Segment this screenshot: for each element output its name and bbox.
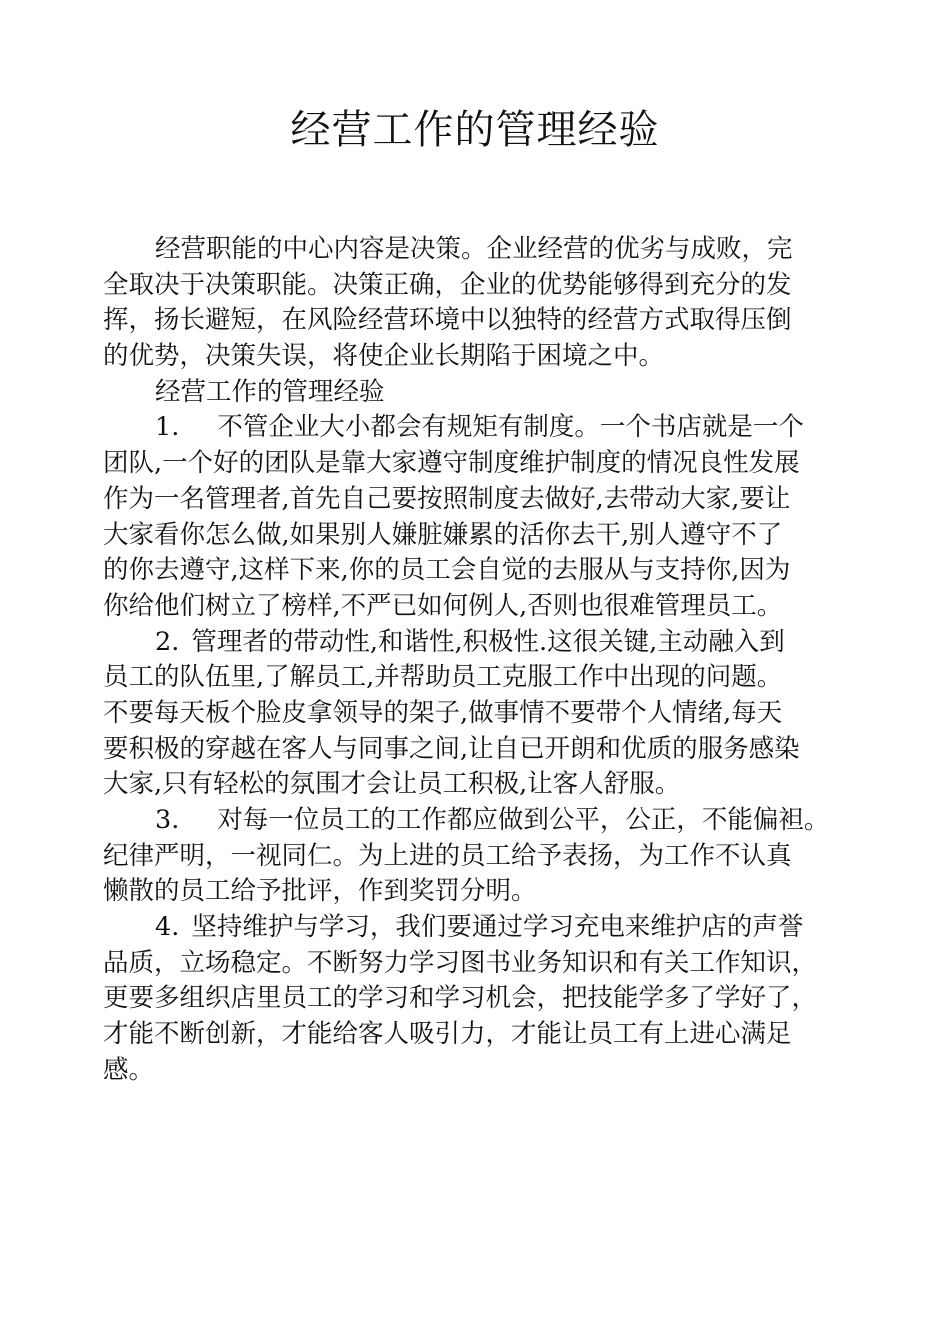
text-line: 经营职能的中心内容是决策。企业经营的优劣与成败，完 bbox=[155, 234, 793, 264]
text-line: 大家,只有轻松的氛围才会让员工积极,让客人舒服。 bbox=[103, 769, 681, 800]
text-line: 团队,一个好的团队是靠大家遵守制度维护制度的情况良性发展 bbox=[103, 448, 800, 479]
item-4-paragraph bbox=[103, 910, 863, 1088]
item-number: 3. bbox=[155, 805, 180, 835]
text-line: 懒散的员工给予批评，作到奖罚分明。 bbox=[103, 876, 537, 907]
text-line: 才能不断创新，才能给客人吸引力，才能让员工有上进心满足 bbox=[103, 1019, 792, 1050]
text-line: 大家看你怎么做,如果别人嫌脏嫌累的活你去干,别人遵守不了 bbox=[103, 519, 783, 550]
item-3-paragraph bbox=[103, 803, 863, 910]
item-2-paragraph bbox=[103, 625, 863, 803]
text-line: 要积极的穿越在客人与同事之间,让自已开朗和优质的服务感染 bbox=[103, 733, 800, 764]
text-line: 挥，扬长避短，在风险经营环境中以独特的经营方式取得压倒 bbox=[103, 305, 792, 336]
text-line: 不要每天板个脸皮拿领导的架子,做事情不要带个人情绪,每天 bbox=[103, 697, 783, 728]
document-title: 经营工作的管理经验 bbox=[290, 107, 660, 153]
item-first-line bbox=[103, 803, 863, 839]
document-body bbox=[103, 232, 863, 1089]
item-first-line bbox=[103, 910, 863, 946]
text-line: 更要多组织店里员工的学习和学习机会，把技能学多了学好了， bbox=[103, 983, 818, 1014]
item-text: 管理者的带动性,和谐性,积极性.这很关键,主动融入到 bbox=[191, 626, 785, 657]
text-line: 的你去遵守,这样下来,你的员工会自觉的去服从与支持你,因为 bbox=[103, 555, 791, 586]
item-1-paragraph bbox=[103, 410, 863, 624]
intro-paragraph bbox=[103, 232, 863, 375]
text-line: 员工的队伍里,了解员工,并帮助员工克服工作中出现的问题。 bbox=[103, 662, 783, 693]
text-line: 品质，立场稳定。不断努力学习图书业务知识和有关工作知识， bbox=[103, 947, 818, 978]
item-text: 不管企业大小都会有规矩有制度。一个书店就是一个 bbox=[217, 412, 804, 443]
text-line: 作为一名管理者,首先自己要按照制度去做好,去带动大家,要让 bbox=[103, 483, 791, 514]
item-text: 对每一位员工的工作都应做到公平，公正，不能偏袒。 bbox=[217, 805, 830, 835]
item-text: 坚持维护与学习，我们要通过学习充电来维护店的声誉 bbox=[191, 912, 804, 943]
text-line: 你给他们树立了榜样,不严已如何例人,否则也很难管理员工。 bbox=[103, 590, 783, 621]
item-number: 2. bbox=[155, 626, 180, 657]
text-line: 全取决于决策职能。决策正确，企业的优势能够得到充分的发 bbox=[103, 269, 792, 300]
item-number: 4. bbox=[155, 912, 180, 943]
item-number: 1. bbox=[155, 412, 180, 443]
text-line: 纪律严明，一视同仁。为上进的员工给予表扬，为工作不认真 bbox=[103, 840, 792, 871]
text-line: 的优势，决策失误，将使企业长期陷于困境之中。 bbox=[103, 341, 665, 372]
item-first-line bbox=[103, 410, 863, 446]
text-line: 感。 bbox=[103, 1054, 155, 1085]
section-subtitle: 经营工作的管理经验 bbox=[155, 376, 385, 407]
item-first-line bbox=[103, 625, 863, 661]
